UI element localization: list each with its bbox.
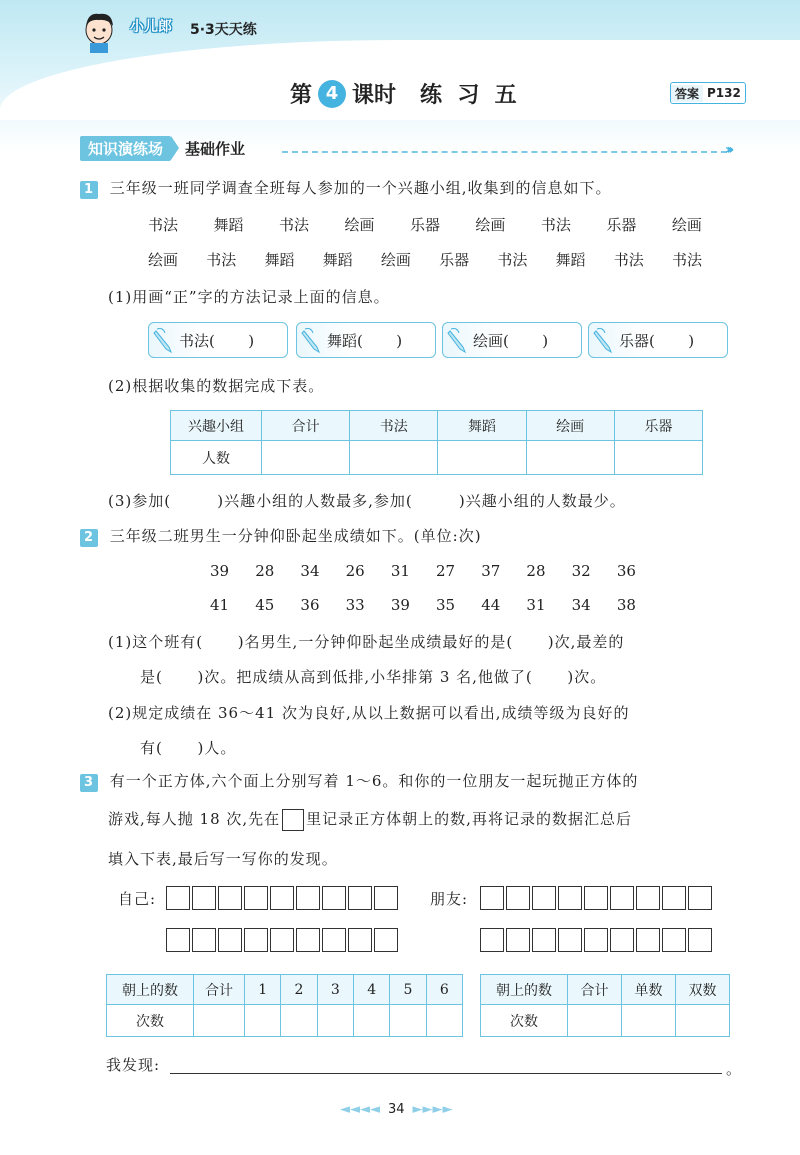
record-cell[interactable]: [270, 928, 294, 952]
score: 44: [481, 596, 501, 614]
answer-cell[interactable]: [350, 441, 438, 475]
record-cell[interactable]: [244, 928, 268, 952]
lesson-title: [290, 78, 517, 109]
tally-box-dance[interactable]: [296, 322, 436, 358]
record-cell[interactable]: [322, 886, 346, 910]
table-header: 绘画: [526, 411, 614, 441]
table-header: 单数: [622, 975, 676, 1005]
score: 41: [210, 596, 230, 614]
q1-part-1: (1)用画“正”字的方法记录上面的信息。: [108, 288, 390, 306]
section-subtitle: 基础作业: [185, 139, 246, 158]
record-cell[interactable]: [374, 886, 398, 910]
lesson-number-badge: 4: [318, 80, 346, 108]
finding-label: 我发现:: [106, 1056, 161, 1074]
q1-text: 三年级一班同学调查全班每人参加的一个兴趣小组,收集到的信息如下。: [109, 179, 612, 197]
score: 31: [390, 562, 410, 580]
logo-text: 小儿郎: [130, 19, 172, 35]
row-label: 次数: [107, 1005, 194, 1037]
word: 乐器: [606, 216, 637, 234]
record-cell[interactable]: [348, 886, 372, 910]
record-cell[interactable]: [374, 928, 398, 952]
table-header: 兴趣小组: [171, 411, 262, 441]
record-cell[interactable]: [480, 928, 504, 952]
word: 书法: [613, 251, 644, 269]
word: 乐器: [439, 251, 470, 269]
table-header: 合计: [194, 975, 245, 1005]
tally-box-calligraphy[interactable]: [148, 322, 288, 358]
q2-text: 三年级二班男生一分钟仰卧起坐成绩如下。(单位:次): [109, 527, 482, 545]
record-cell[interactable]: [558, 928, 582, 952]
table-header: 2: [281, 975, 317, 1005]
word: 书法: [540, 216, 571, 234]
answer-page: P132: [707, 86, 741, 100]
answer-cell[interactable]: [194, 1005, 245, 1037]
q2-part-2-line-1: (2)规定成绩在 36～41 次为良好,从以上数据可以看出,成绩等级为良好的: [108, 704, 630, 722]
friend-record-row-2: [480, 928, 712, 952]
lesson-suffix: 课时: [352, 83, 397, 108]
pencil-icon: [447, 327, 469, 353]
word: 舞蹈: [555, 251, 586, 269]
question-number-1: 1: [80, 181, 98, 199]
answer-cell[interactable]: [438, 441, 526, 475]
score: 28: [255, 562, 275, 580]
answer-cell[interactable]: [426, 1005, 462, 1037]
score: 39: [390, 596, 410, 614]
q2-prompt: [80, 525, 482, 547]
score: 35: [436, 596, 456, 614]
q2-part-2-line-2: 有( )人。: [140, 739, 237, 757]
tag-arrow-shape: [171, 136, 179, 160]
word: 舞蹈: [213, 216, 244, 234]
table-header: 朝上的数: [481, 975, 568, 1005]
record-cell[interactable]: [532, 886, 556, 910]
self-record-row-2: [166, 928, 398, 952]
word: 绘画: [380, 251, 411, 269]
score: 38: [616, 596, 636, 614]
table-header: 1: [245, 975, 281, 1005]
record-cell[interactable]: [480, 886, 504, 910]
record-cell[interactable]: [296, 886, 320, 910]
answer-cell[interactable]: [568, 1005, 622, 1037]
score: 34: [571, 596, 591, 614]
record-cell[interactable]: [218, 886, 242, 910]
word: 绘画: [671, 216, 702, 234]
q3-prompt-line-2: [108, 808, 632, 831]
tally-label: 乐器( ): [619, 331, 695, 350]
tally-label: 书法( ): [179, 331, 255, 350]
question-number-3: 3: [80, 774, 98, 792]
pencil-icon: [153, 327, 175, 353]
record-cell[interactable]: [506, 886, 530, 910]
record-cell[interactable]: [662, 886, 686, 910]
q1-data-row-2: [148, 249, 702, 270]
word: 书法: [206, 251, 237, 269]
record-cell[interactable]: [610, 928, 634, 952]
interest-group-table: [170, 410, 703, 475]
dashed-divider: [282, 151, 727, 153]
q3-text: 里记录正方体朝上的数,再将记录的数据汇总后: [306, 810, 632, 828]
answer-cell[interactable]: [353, 1005, 389, 1037]
row-label: 人数: [171, 441, 262, 475]
tally-box-painting[interactable]: [442, 322, 582, 358]
answer-label: 答案: [671, 85, 703, 102]
double-chevron-icon: ›››: [725, 142, 731, 158]
finding-period: 。: [726, 1060, 743, 1078]
friend-record-row-1: [480, 886, 712, 910]
record-cell[interactable]: [192, 928, 216, 952]
record-cell[interactable]: [532, 928, 556, 952]
pencil-icon: [301, 327, 323, 353]
record-cell[interactable]: [270, 886, 294, 910]
word: 绘画: [148, 251, 179, 269]
record-cell[interactable]: [636, 886, 660, 910]
record-cell[interactable]: [192, 886, 216, 910]
word: 书法: [278, 216, 309, 234]
right-arrows-icon: ►►►►: [412, 1102, 453, 1117]
score: 36: [300, 596, 320, 614]
score: 33: [345, 596, 365, 614]
table-header: 舞蹈: [438, 411, 526, 441]
self-summary-table: [106, 974, 463, 1037]
answer-cell[interactable]: [245, 1005, 281, 1037]
score: 34: [300, 562, 320, 580]
question-number-2: 2: [80, 529, 98, 547]
row-label: 次数: [481, 1005, 568, 1037]
answer-cell[interactable]: [281, 1005, 317, 1037]
self-record-row-1: [166, 886, 398, 910]
table-header: 书法: [350, 411, 438, 441]
answer-cell[interactable]: [526, 441, 614, 475]
score: 37: [481, 562, 501, 580]
table-header: 4: [353, 975, 389, 1005]
record-cell[interactable]: [322, 928, 346, 952]
table-header: 3: [317, 975, 353, 1005]
record-cell[interactable]: [662, 928, 686, 952]
q3-prompt-line-1: [80, 770, 638, 792]
word: 书法: [148, 216, 179, 234]
score-row-1: [210, 562, 636, 580]
record-cell[interactable]: [348, 928, 372, 952]
score: 31: [526, 596, 546, 614]
score: 27: [436, 562, 456, 580]
tally-label: 绘画( ): [473, 331, 549, 350]
answer-cell[interactable]: [676, 1005, 730, 1037]
left-arrows-icon: ◄◄◄◄: [340, 1102, 380, 1117]
record-cell[interactable]: [166, 928, 190, 952]
record-cell[interactable]: [584, 928, 608, 952]
record-cell[interactable]: [636, 928, 660, 952]
record-cell[interactable]: [296, 928, 320, 952]
table-header: 6: [426, 975, 462, 1005]
word: 书法: [497, 251, 528, 269]
q1-part-3: (3)参加( )兴趣小组的人数最多,参加( )兴趣小组的人数最少。: [108, 492, 626, 510]
record-cell[interactable]: [558, 886, 582, 910]
score: 32: [571, 562, 591, 580]
table-header: 朝上的数: [107, 975, 194, 1005]
q1-data-row-1: [148, 214, 702, 235]
record-cell[interactable]: [244, 886, 268, 910]
q1-part-2: (2)根据收集的数据完成下表。: [108, 377, 325, 395]
score-row-2: [210, 596, 636, 614]
answer-cell[interactable]: [390, 1005, 426, 1037]
answer-cell[interactable]: [614, 441, 702, 475]
record-box-sample: [282, 809, 304, 831]
score: 28: [526, 562, 546, 580]
record-cell[interactable]: [166, 886, 190, 910]
record-cell[interactable]: [610, 886, 634, 910]
word: 绘画: [475, 216, 506, 234]
word: 乐器: [409, 216, 440, 234]
answer-cell[interactable]: [317, 1005, 353, 1037]
page-footer: [340, 1102, 453, 1117]
q3-text: 有一个正方体,六个面上分别写着 1～6。和你的一位朋友一起玩抛正方体的: [109, 772, 639, 790]
word: 书法: [671, 251, 702, 269]
self-label: 自己:: [118, 890, 157, 908]
table-header: 5: [390, 975, 426, 1005]
tally-label: 舞蹈( ): [327, 331, 403, 350]
answer-cell[interactable]: [622, 1005, 676, 1037]
lesson-prefix: 第: [290, 83, 313, 108]
score: 39: [210, 562, 230, 580]
friend-label: 朋友:: [430, 890, 469, 908]
table-header: 合计: [262, 411, 350, 441]
score: 45: [255, 596, 275, 614]
record-cell[interactable]: [218, 928, 242, 952]
tally-box-instrument[interactable]: [588, 322, 728, 358]
record-cell[interactable]: [688, 928, 712, 952]
section-tag: [80, 136, 251, 160]
table-header: 乐器: [614, 411, 702, 441]
answer-cell[interactable]: [262, 441, 350, 475]
series-name: 5·3天天练: [190, 22, 257, 38]
lesson-name: 练 习 五: [420, 83, 517, 108]
word: 舞蹈: [322, 251, 353, 269]
section-tag-label: 知识演练场: [80, 136, 171, 161]
q2-part-1-line-2: 是( )次。把成绩从高到低排,小华排第 3 名,他做了( )次。: [140, 668, 607, 686]
score: 26: [345, 562, 365, 580]
page-number: 34: [388, 1102, 405, 1117]
record-cell[interactable]: [584, 886, 608, 910]
q3-text: 游戏,每人抛 18 次,先在: [108, 810, 281, 828]
table-header: 双数: [676, 975, 730, 1005]
boy-mascot-icon: [80, 10, 118, 54]
finding-answer-line[interactable]: [170, 1073, 722, 1074]
q2-part-1-line-1: (1)这个班有( )名男生,一分钟仰卧起坐成绩最好的是( )次,最差的: [108, 633, 625, 651]
friend-summary-table: [480, 974, 730, 1037]
table-header: 合计: [568, 975, 622, 1005]
record-cell[interactable]: [688, 886, 712, 910]
word: 绘画: [344, 216, 375, 234]
score: 36: [616, 562, 636, 580]
q1-prompt: [80, 177, 612, 199]
word: 舞蹈: [264, 251, 295, 269]
answer-reference: [670, 82, 746, 104]
record-cell[interactable]: [506, 928, 530, 952]
pencil-icon: [593, 327, 615, 353]
q3-prompt-line-3: 填入下表,最后写一写你的发现。: [108, 850, 338, 868]
